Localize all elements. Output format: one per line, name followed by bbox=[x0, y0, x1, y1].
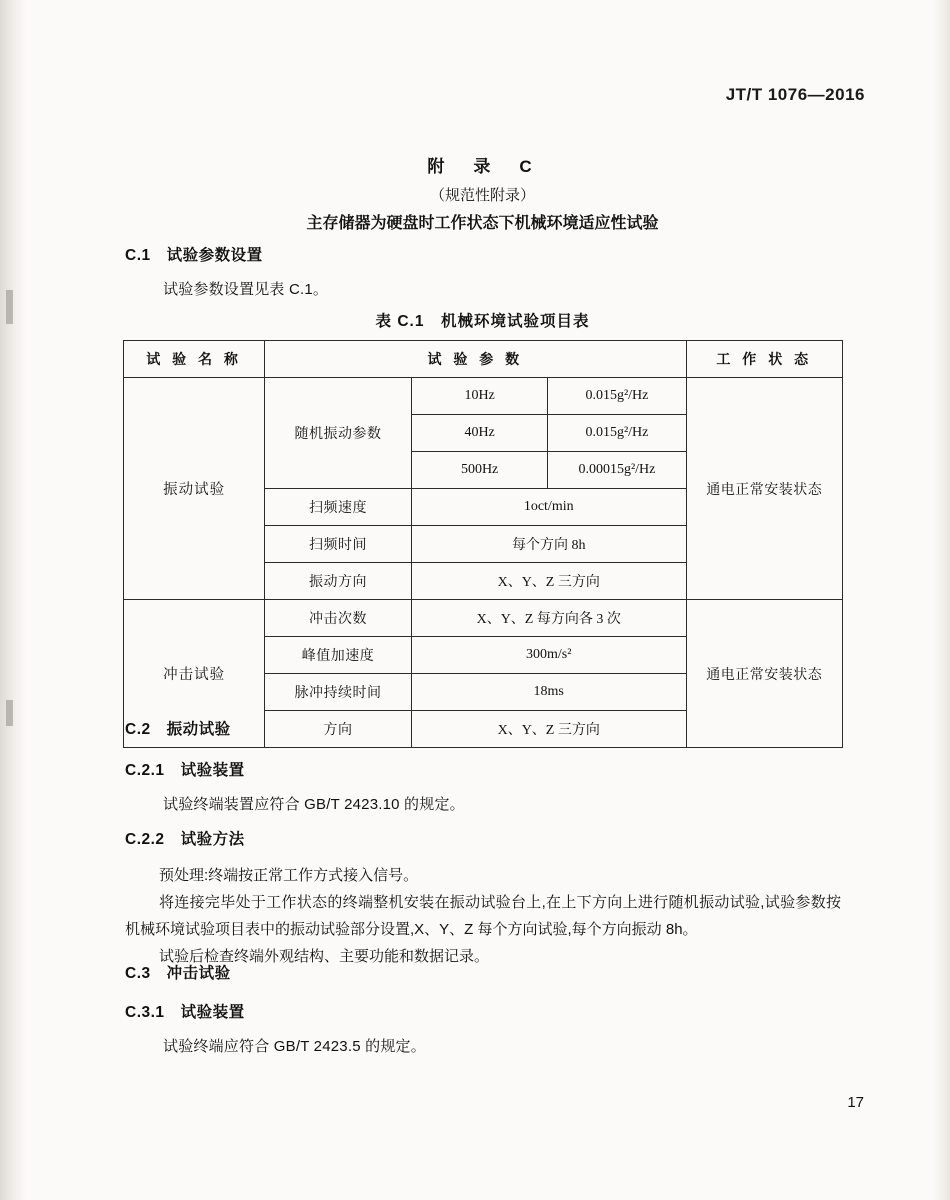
standard-number-header: JT/T 1076—2016 bbox=[725, 85, 865, 104]
param-value-10hz: 0.015g²/Hz bbox=[548, 378, 686, 415]
table-row bbox=[124, 378, 843, 415]
section-number-c2: C.2 bbox=[125, 721, 151, 738]
param-label-peak-acceleration: 峰值加速度 bbox=[265, 637, 412, 674]
param-label-sweep-speed: 扫频速度 bbox=[265, 489, 412, 526]
annex-subtitle: （规范性附录） bbox=[429, 187, 535, 204]
param-label-sweep-time: 扫频时间 bbox=[265, 526, 412, 563]
page-edge-mark-bottom bbox=[6, 700, 13, 726]
param-value-pulse-duration: 18ms bbox=[411, 674, 686, 711]
group-name-vibration: 振动试验 bbox=[124, 378, 265, 600]
param-value-500hz: 0.00015g²/Hz bbox=[548, 452, 686, 489]
param-value-direction: X、Y、Z 三方向 bbox=[411, 711, 686, 748]
section-title-c2: 振动试验 bbox=[166, 721, 231, 738]
table-caption: 表 C.1 机械环境试验项目表 bbox=[375, 313, 590, 330]
section-number-c1: C.1 bbox=[125, 247, 151, 264]
section-title-c1: 试验参数设置 bbox=[166, 247, 263, 264]
section-heading-c2 bbox=[125, 717, 231, 739]
page-content bbox=[95, 0, 870, 1200]
param-freq-500hz: 500Hz bbox=[411, 452, 547, 489]
group-name-shock: 冲击试验 bbox=[124, 600, 265, 748]
section-body-c31: 试验终端应符合 GB/T 2423.5 的规定。 bbox=[163, 1038, 426, 1055]
section-heading-c1 bbox=[125, 243, 263, 265]
param-value-sweep-time: 每个方向 8h bbox=[411, 526, 686, 563]
param-label-pulse-duration: 脉冲持续时间 bbox=[265, 674, 412, 711]
group-state-vibration: 通电正常安装状态 bbox=[686, 378, 842, 600]
section-title-c22: 试验方法 bbox=[180, 831, 245, 848]
param-label-random-vibration: 随机振动参数 bbox=[265, 378, 412, 489]
section-body-c1: 试验参数设置见表 C.1。 bbox=[163, 281, 329, 298]
param-label-shock-count: 冲击次数 bbox=[265, 600, 412, 637]
section-title-c21: 试验装置 bbox=[180, 762, 245, 779]
section-title-c3: 冲击试验 bbox=[166, 965, 231, 982]
section-number-c3: C.3 bbox=[125, 965, 151, 982]
param-label-vibration-direction: 振动方向 bbox=[265, 563, 412, 600]
table-header-test-params: 试 验 参 数 bbox=[265, 341, 686, 378]
method-paragraph-2: 将连接完毕处于工作状态的终端整机安装在振动试验台上,在上下方向上进行随机振动试验,试验参数按机械环境试验项目表中的振动试验部分设置,X、Y、Z 每个方向试验,每个方向振动 8h。 bbox=[125, 894, 841, 938]
param-value-shock-count: X、Y、Z 每方向各 3 次 bbox=[411, 600, 686, 637]
section-heading-c3 bbox=[125, 961, 231, 983]
param-value-vibration-direction: X、Y、Z 三方向 bbox=[411, 563, 686, 600]
method-paragraph-1: 预处理:终端按正常工作方式接入信号。 bbox=[159, 867, 419, 884]
param-freq-40hz: 40Hz bbox=[411, 415, 547, 452]
param-value-peak-acceleration: 300m/s² bbox=[411, 637, 686, 674]
section-number-c31: C.3.1 bbox=[125, 1004, 165, 1021]
section-number-c21: C.2.1 bbox=[125, 762, 165, 779]
method-paragraph-3: 试验后检查终端外观结构、主要功能和数据记录。 bbox=[159, 948, 490, 965]
section-heading-c22 bbox=[125, 827, 245, 849]
param-value-40hz: 0.015g²/Hz bbox=[548, 415, 686, 452]
group-state-shock: 通电正常安装状态 bbox=[686, 600, 842, 748]
method-paragraphs bbox=[125, 862, 841, 970]
param-value-sweep-speed: 1oct/min bbox=[411, 489, 686, 526]
section-heading-c21 bbox=[125, 758, 245, 780]
page-number: 17 bbox=[847, 1094, 864, 1111]
param-label-direction: 方向 bbox=[265, 711, 412, 748]
table-header-test-name: 试 验 名 称 bbox=[124, 341, 265, 378]
table-header-row bbox=[124, 341, 843, 378]
param-freq-10hz: 10Hz bbox=[411, 378, 547, 415]
section-body-c21: 试验终端装置应符合 GB/T 2423.10 的规定。 bbox=[163, 796, 465, 813]
section-heading-c31 bbox=[125, 1000, 245, 1022]
table-header-working-state: 工 作 状 态 bbox=[686, 341, 842, 378]
annex-name: 主存储器为硬盘时工作状态下机械环境适应性试验 bbox=[306, 215, 659, 232]
table-row bbox=[124, 600, 843, 637]
page-edge-mark-top bbox=[6, 290, 13, 324]
section-title-c31: 试验装置 bbox=[180, 1004, 245, 1021]
section-number-c22: C.2.2 bbox=[125, 831, 165, 848]
annex-title: 附 录 C bbox=[427, 157, 538, 176]
mechanical-environment-test-table bbox=[123, 340, 843, 748]
